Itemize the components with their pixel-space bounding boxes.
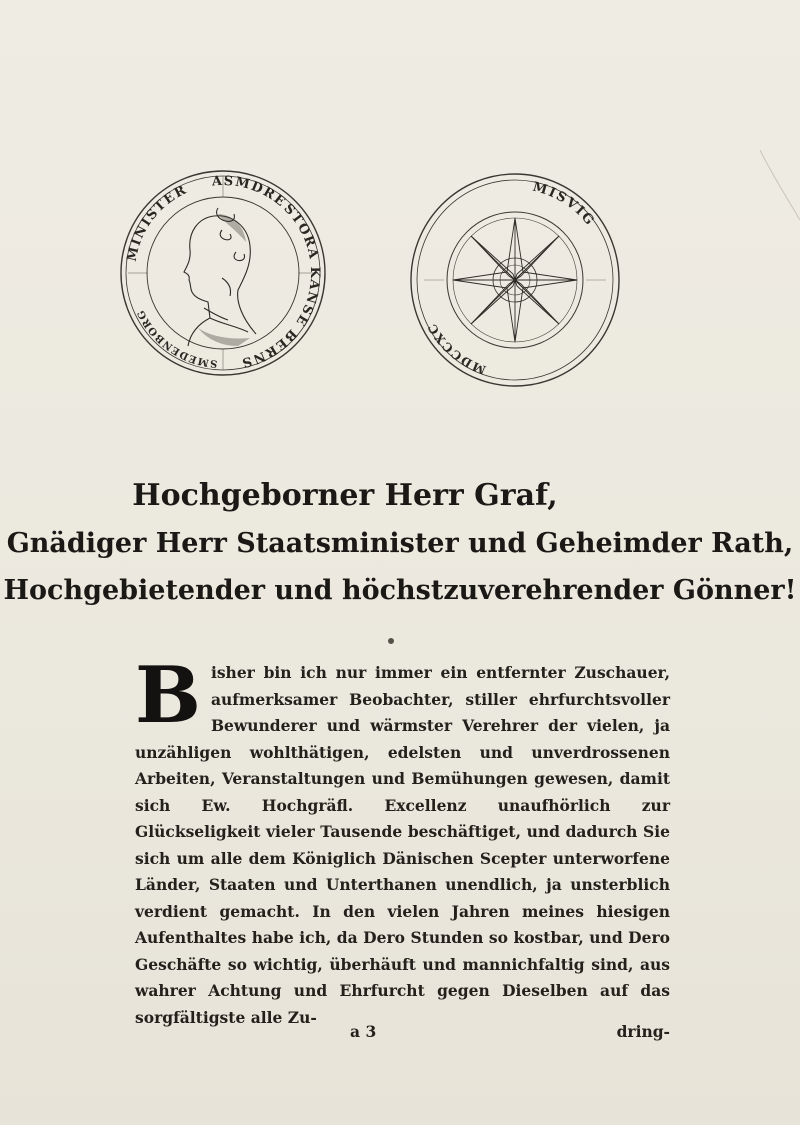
compass-medal-image xyxy=(408,168,623,403)
body-text: isher bin ich nur immer ein entfernter Zuschauer, aufmerksamer Beobachter, stiller ehrfurchtsvoller Bewunderer und wärmster Verehrer der vielen, ja unzähligen wohlthätigen, edelsten und unverdrossenen Arbeiten, Veranstaltungen und Bemühungen gewesen, damit sich Ew. Hochgräfl. Excellenz unaufhörlich zur Glückseligkeit vieler Tausende beschäftiget, und dadurch Sie sich um alle dem Königlich Dänischen Scepter unterworfene Länder, Staaten und Unterthanen unendlich, ja unsterblich verdient gemacht. In den vielen Jahren meines hiesigen Aufenthaltes habe ich, da Dero Stunden so kostbar, und Dero Geschäfte so wichtig, überhäuft und mannichfaltig sind, aus wahrer Achtung und Ehrfurcht gegen Dieselben auf das sorgfältigste alle Zu- xyxy=(135,663,670,1027)
catchword: dring- xyxy=(616,1022,670,1041)
svg-text:ASMDRE xyxy=(210,174,288,211)
medal-inscription-bottom: SMEDENBORG xyxy=(135,307,218,369)
medal-inscription-top: MISVIG xyxy=(530,179,598,230)
salutation-line-1: Hochgeborner Herr Graf, xyxy=(132,478,558,513)
medal-inscription-bottom: MDCCXC xyxy=(424,320,488,377)
separator-dot xyxy=(388,638,394,644)
salutation-line-2: Gnädiger Herr Staatsminister und Geheimder Rath, xyxy=(6,528,794,559)
drop-cap: B xyxy=(135,650,201,741)
medal-inscription-right: STORA KANSE BERNS xyxy=(238,201,323,371)
page-crease xyxy=(760,150,800,220)
medal-inscription-left: MINISTER xyxy=(124,182,190,263)
page-footer xyxy=(135,1022,670,1050)
svg-text:MDCCXC xyxy=(424,320,488,377)
body-paragraph xyxy=(135,650,670,1031)
portrait-medal xyxy=(118,168,328,378)
salutation-line-3: Hochgebietender und höchstzuverehrender Gönner! xyxy=(3,575,797,606)
svg-text:SMEDENBORG xyxy=(135,308,218,369)
compass-medal xyxy=(408,168,623,403)
signature-mark: a 3 xyxy=(350,1022,377,1041)
portrait-medal-image xyxy=(118,168,328,378)
medal-inscription-top: ASMDRE xyxy=(211,173,289,211)
svg-text:STORA KANSE BERNS xyxy=(239,201,322,370)
